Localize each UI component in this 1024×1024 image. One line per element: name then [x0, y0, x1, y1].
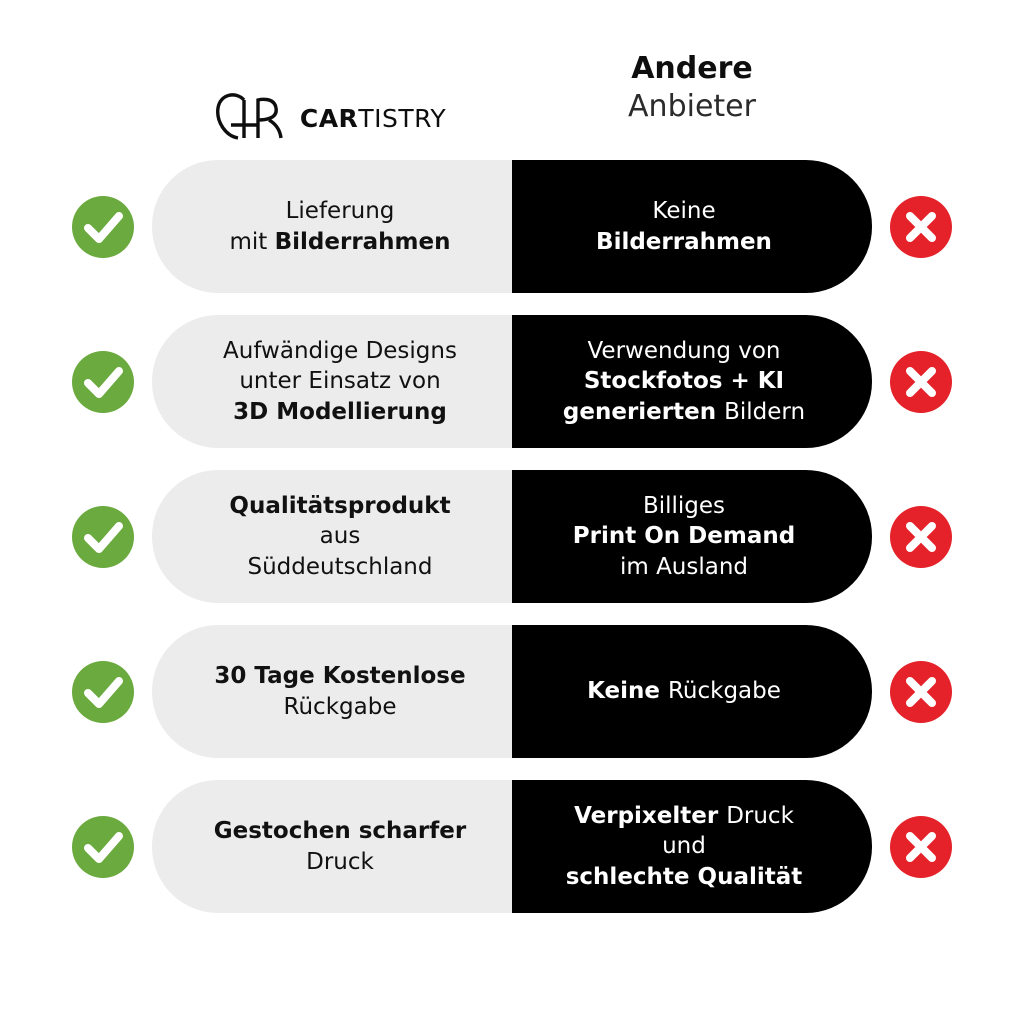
competitor-drawback-panel	[512, 315, 872, 448]
competitor-text-line: Print On Demand	[572, 523, 796, 550]
cross-circle-icon	[890, 816, 952, 878]
competitor-drawback-panel	[512, 470, 872, 603]
cartistry-text-line: 3D Modellierung	[233, 398, 447, 425]
competitor-drawback-panel	[512, 625, 872, 758]
brand-name-light: TISTRY	[358, 103, 447, 133]
cartistry-text-line: unter Einsatz von	[239, 368, 441, 395]
competitor-drawback-text	[534, 491, 834, 582]
competitor-text-line: Bilderrahmen	[596, 228, 772, 255]
cartistry-benefit-panel	[152, 625, 512, 758]
competitor-text-line: im Ausland	[619, 553, 749, 580]
competitor-text-line: und	[662, 833, 706, 860]
comparison-row	[0, 780, 1024, 913]
competitor-text-line: Verpixelter Druck	[574, 802, 794, 829]
cartistry-monogram-icon	[214, 92, 288, 144]
cartistry-text-line: Druck	[306, 848, 374, 875]
check-circle-icon	[72, 196, 134, 258]
cartistry-text-line: Aufwändige Designs	[223, 337, 457, 364]
competitor-text-line: Billiges	[642, 492, 726, 519]
cartistry-text-line: 30 Tage Kostenlose	[214, 663, 466, 690]
check-circle-icon	[72, 351, 134, 413]
competitor-heading	[512, 50, 872, 127]
cross-circle-icon	[890, 661, 952, 723]
cartistry-benefit-panel	[152, 160, 512, 293]
cross-circle-icon	[890, 506, 952, 568]
cross-circle-icon	[890, 351, 952, 413]
comparison-row	[0, 470, 1024, 603]
cartistry-text-line: Süddeutschland	[247, 553, 433, 580]
competitor-drawback-panel	[512, 780, 872, 913]
competitor-drawback-panel	[512, 160, 872, 293]
check-circle-icon	[72, 816, 134, 878]
competitor-text-line: Keine	[652, 198, 716, 225]
cartistry-benefit-text	[190, 196, 490, 257]
brand-logo-block	[150, 92, 510, 144]
cartistry-text-line: Lieferung	[285, 198, 395, 225]
cross-circle-icon	[890, 196, 952, 258]
competitor-heading-line1: Andere	[631, 51, 753, 86]
competitor-text-line: schlechte Qualität	[565, 863, 803, 890]
cartistry-text-line: mit Bilderrahmen	[229, 228, 451, 255]
cartistry-text-line: Rückgabe	[283, 693, 397, 720]
cartistry-text-line: Gestochen scharfer	[213, 818, 467, 845]
comparison-rows	[0, 160, 1024, 913]
cartistry-text-line: aus	[319, 523, 361, 550]
competitor-drawback-text	[534, 676, 834, 706]
cartistry-benefit-text	[190, 336, 490, 427]
competitor-text-line: Stockfotos + KI	[583, 368, 785, 395]
header	[0, 40, 1024, 135]
comparison-row	[0, 625, 1024, 758]
competitor-text-line: generierten Bildern	[562, 398, 806, 425]
cartistry-benefit-panel	[152, 470, 512, 603]
brand-name-bold: CAR	[299, 103, 359, 133]
competitor-drawback-text	[534, 196, 834, 257]
competitor-text-line: Verwendung von	[587, 337, 781, 364]
check-circle-icon	[72, 506, 134, 568]
check-circle-icon	[72, 661, 134, 723]
cartistry-benefit-text	[190, 661, 490, 722]
comparison-row	[0, 160, 1024, 293]
comparison-row	[0, 315, 1024, 448]
cartistry-benefit-text	[190, 816, 490, 877]
brand-name	[300, 104, 446, 133]
competitor-drawback-text	[534, 336, 834, 427]
cartistry-text-line: Qualitätsprodukt	[229, 492, 451, 519]
cartistry-benefit-panel	[152, 315, 512, 448]
competitor-heading-line2: Anbieter	[628, 89, 756, 125]
competitor-drawback-text	[534, 801, 834, 892]
cartistry-benefit-panel	[152, 780, 512, 913]
competitor-text-line: Keine Rückgabe	[587, 678, 781, 705]
cartistry-benefit-text	[190, 491, 490, 582]
